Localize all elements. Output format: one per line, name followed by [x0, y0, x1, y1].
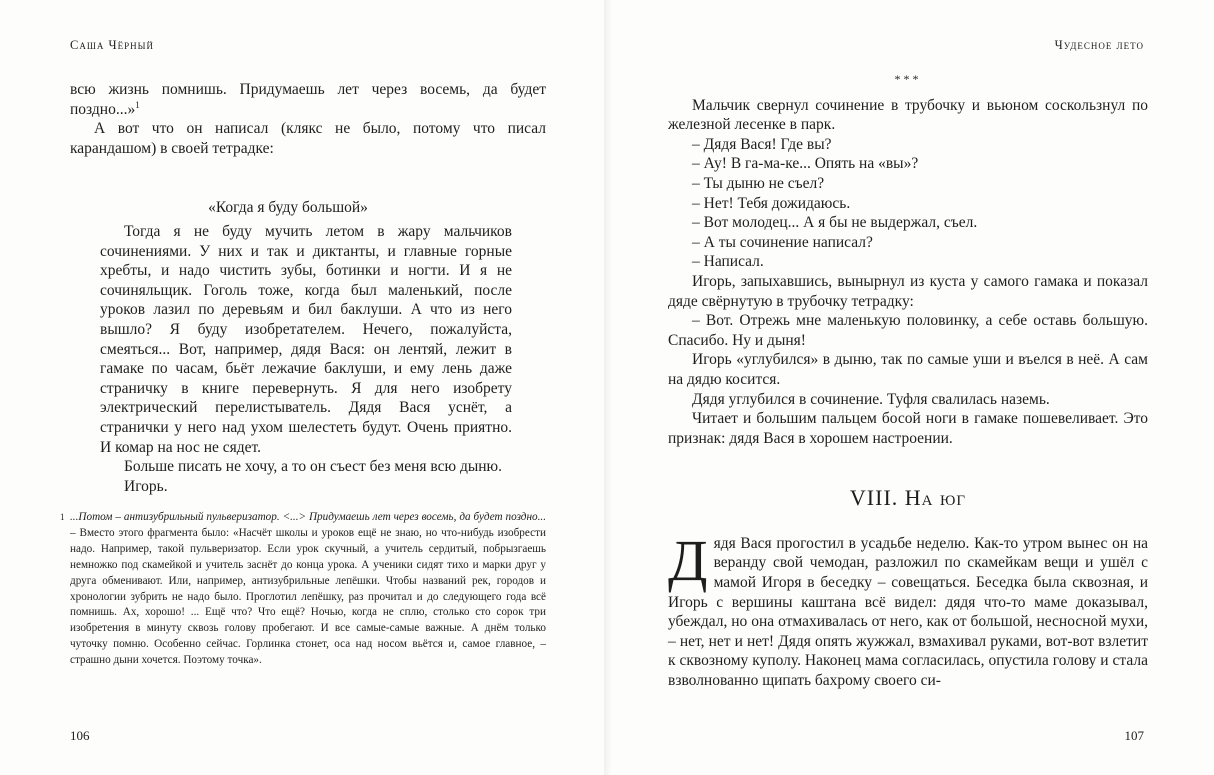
essay-signature: Игорь. [124, 477, 168, 495]
right-page-number: 107 [1124, 728, 1144, 743]
dialogue-line: Мальчик свернул сочинение в трубочку и вьюном соскользнул по железной лесенке в парк. [668, 96, 1148, 134]
left-para-continuation-text: всю жизнь помнишь. Придумаешь лет через восемь, да будет поздно...» [70, 81, 546, 118]
narrative-paragraph: Читает и большим пальцем босой ноги в гамаке пошевеливает. Это признак: дядя Вася в хорошем настроении. [668, 410, 1148, 447]
narrative-paragraph: – Вот. Отрежь мне маленькую половинку, а себе оставь большую. Спасибо. Ну и дыня! [668, 312, 1148, 349]
essay-paragraph-2: Больше писать не хочу, а то он съест без меня всю дыню. [124, 458, 503, 476]
dialogue-line: – Ты дыню не съел? [692, 174, 825, 192]
left-page [0, 0, 606, 775]
footnote-text: – Вместо этого фрагмента было: «Насчёт школы и уроков ещё не знаю, но что-нибудь изобрести надо. Например, такой пульверизатор. Если урок скучный, а учитель сердитый, побрызгаешь немножко под скамейкой и учитель заснёт до конца урока. А ученики сидят тихо и марки друг у друга обменивают. Или, например, антизубрильные лепёшки. Чтобы названий рек, городов и хронологии зубрить не надо было. Проглотил лепёшку, раз прочитал и до следующего года всё помнишь. Ах, хорошо! ... Ещё что? Что ещё? Ночью, когда не сплю, столько сто сорок три изобретения в минуту сквозь голову пробегают. И все самые-самые важные. А днём только чуточку помню. Особенно сейчас. Горлинка стонет, оса над носом вьётся и, самое главное, – страшно дыни хочется. Поэтому точка». [70, 526, 546, 667]
dialogue-line: – Ау! В га-ма-ке... Опять на «вы»? [692, 155, 919, 173]
chapter-heading: VIII. На юг [849, 485, 967, 511]
essay-title: «Когда я буду большой» [208, 199, 368, 217]
left-para-continuation [70, 80, 546, 119]
chapter-opening-paragraph [668, 527, 1148, 691]
narrative-paragraph: Дядя углубился в сочинение. Туфля свалилась наземь. [692, 390, 1050, 408]
narrative-paragraph: Игорь, запыхавшись, вынырнул из куста у самого гамака и показал дяде свёрнутую в трубочку тетрадку: [668, 272, 1148, 310]
footnote-quote: ...Потом – антизубрильный пульверизатор. <...> Придумаешь лет через восемь, да будет поздно... [70, 511, 546, 523]
drop-cap: Д [668, 527, 708, 593]
dialogue-line: – Нет! Тебя дожидаюсь. [692, 194, 851, 212]
right-page [606, 0, 1214, 775]
dialogue-line: – Вот молодец... А я бы не выдержал, съел. [692, 214, 978, 232]
left-page-body [70, 80, 546, 496]
dialogue-line: – Дядя Вася! Где вы? [692, 135, 832, 153]
right-running-head: Чудесное лето [1054, 38, 1144, 52]
right-page-body [668, 70, 1148, 691]
footnote-mark: 1 [60, 512, 65, 522]
section-separator: *** [894, 72, 922, 86]
dialogue-line: – А ты сочинение написал? [692, 233, 873, 251]
chapter-opening-text: ядя Вася прогостил в усадьбе неделю. Как-то утром вынес он на веранду свой чемодан, разложил по скамейкам вещи и ушёл с мамой Игоря в беседку – совещаться. Беседка была сквозная, и Игорь с вершины каштана всё видел: дядя что-то маме доказывал, убеждал, но она отмахивалась от него, как от большой, несносной мухи, – нет, нет и нет! Дядя опять жужжал, взмахивал руками, вот-вот взлетит к сквозному куполу. Наконец мама согласилась, опустила голову и стала взволнованно щипать бахрому своего си- [668, 534, 1148, 690]
left-page-number: 106 [70, 728, 90, 743]
narrative-paragraph: Игорь «углубился» в дыню, так по самые уши и въелся в неё. А сам на дядю косится. [668, 351, 1148, 388]
dialogue-line: – Написал. [692, 253, 764, 271]
essay-block [70, 222, 546, 496]
footnote-reference[interactable]: 1 [135, 99, 140, 110]
left-running-head: Саша Чёрный [70, 38, 155, 52]
footnote [60, 510, 546, 669]
left-para-intro: А вот что он написал (клякс не было, потому что писал карандашом) в своей тетрадке: [70, 120, 546, 157]
essay-paragraph-1: Тогда я не буду мучить летом в жару мальчиков сочинениями. У них и так и диктанты, и главные горные хребты, и надо чистить зубы, ботинки и ногти. И я не сочиняльщик. Гоголь тоже, когда был маленький, после уроков лазил по деревьям и бил баклуши. А что из него вышло? Я буду изобретателем. Нечего, пожалуйста, смеяться... Вот, например, дядя Вася: он лентяй, лежит в гамаке по часам, бьёт лежачие баклуши, и ему лень даже страничку в книге перевернуть. Я для него изобрету электрический перелистыватель. Дядя Вася уснёт, а странички у него над ухом шелестеть будут. Очень приятно. И комар на нос не сядет. [100, 222, 512, 456]
